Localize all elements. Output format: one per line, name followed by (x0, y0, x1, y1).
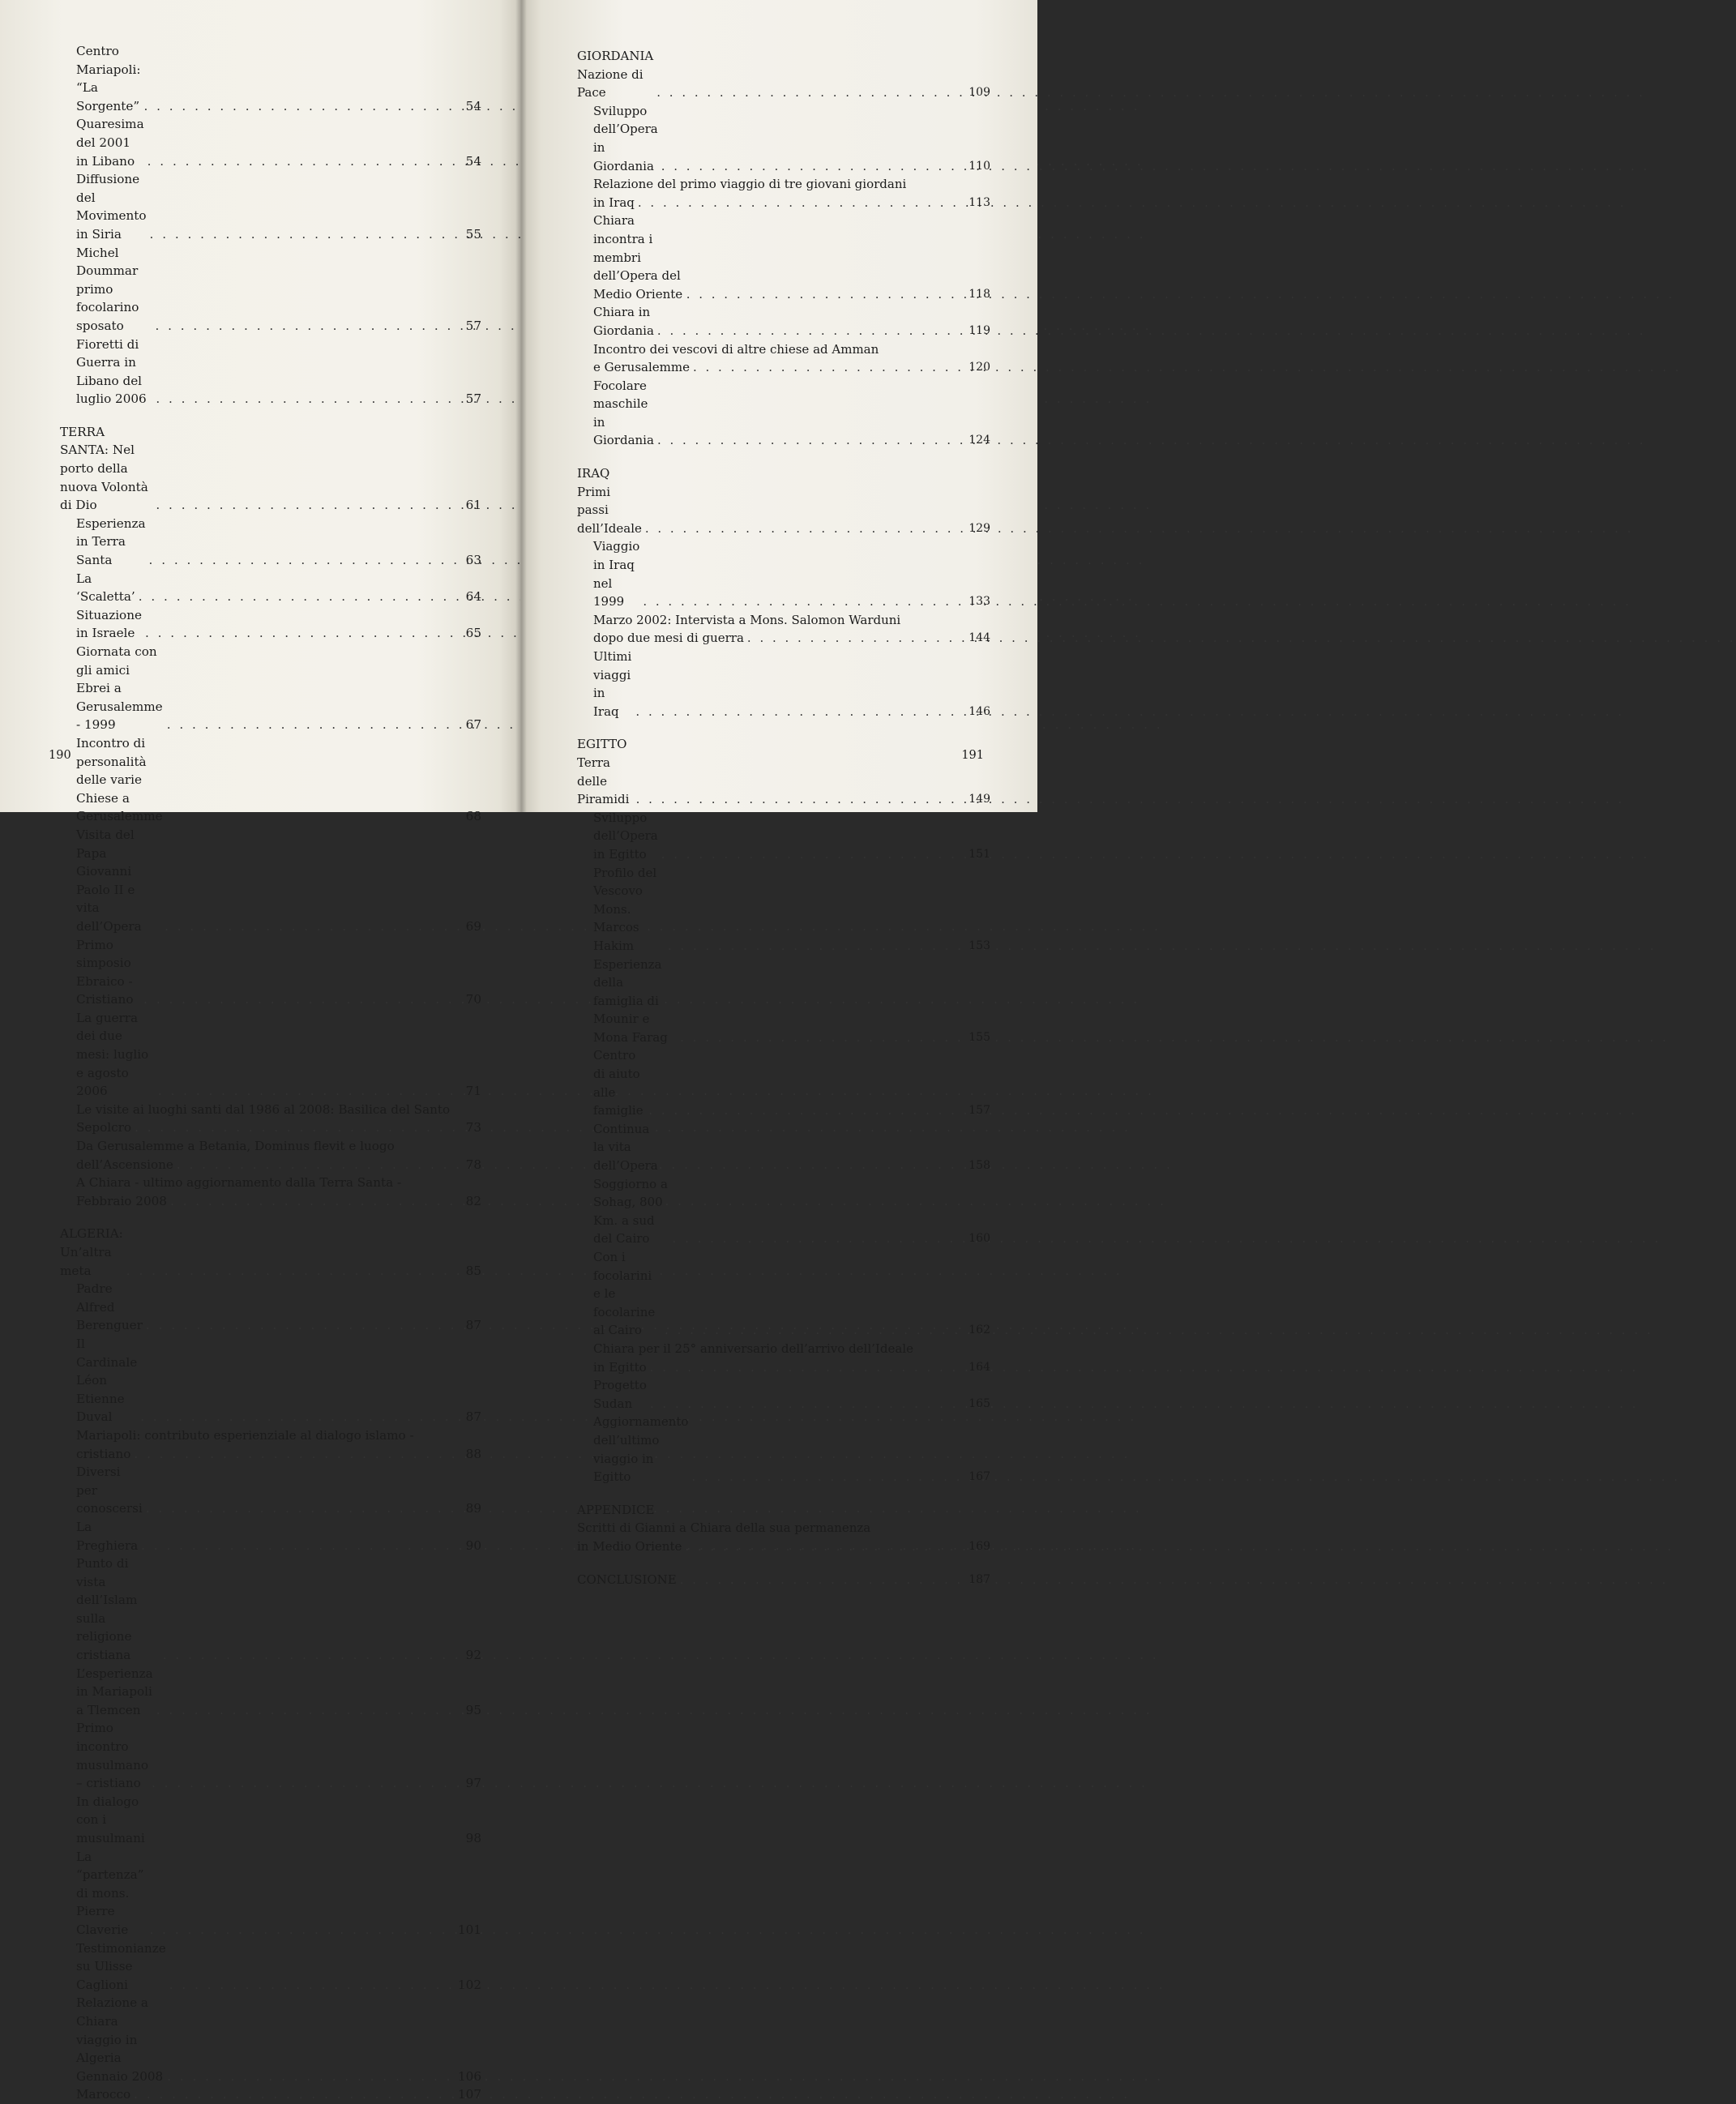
toc-entry-title (76, 1793, 444, 1848)
toc-entry (52, 515, 481, 570)
toc-entry (52, 42, 481, 115)
toc-entry-text: Chiara in Giordania (593, 305, 654, 338)
dot-leader (645, 520, 947, 538)
dot-leader (163, 1646, 438, 1665)
dot-leader (636, 790, 947, 809)
toc-entry-title (593, 102, 953, 175)
toc-entry-title (76, 1280, 444, 1335)
toc-entry-text: Soggiorno a Sohag, 800 Km. a sud del Cairo (593, 1176, 672, 1247)
toc-entry-title (76, 170, 444, 243)
dot-leader (134, 1445, 438, 1464)
toc-page-number: 167 (968, 1470, 990, 1484)
toc-entry (569, 1340, 990, 1376)
toc-page-number: 67 (465, 717, 481, 733)
toc-entry-text: Primo simposio Ebraico - Cristiano (76, 937, 137, 1007)
toc-entry-text: Visita del Papa Giovanni Paolo II e vita dell’Opera (76, 827, 142, 934)
toc-entry-title (76, 42, 444, 115)
toc-entry-title (76, 734, 444, 826)
dot-leader (657, 322, 947, 340)
toc-page-number: 70 (465, 992, 481, 1007)
toc-entry-line: Chiara per il 25° anniversario dell’arrivo dell’Ideale (593, 1341, 913, 1356)
toc-entry (569, 1376, 990, 1413)
dot-leader (661, 157, 947, 176)
toc-page-number: 85 (465, 1263, 481, 1278)
toc-entry-text: Centro di aiuto alle famiglie (593, 1048, 644, 1118)
toc-entry-line: Da Gerusalemme a Betania, Dominus flevit e luogo (76, 1139, 395, 1154)
toc-entry-line: e Gerusalemme (593, 360, 690, 375)
toc-entry (52, 1848, 481, 1939)
toc-page-number: 101 (458, 1922, 481, 1937)
toc-page-number: 109 (968, 86, 990, 100)
toc-page-number: 63 (465, 553, 481, 568)
toc-page-number: 57 (465, 391, 481, 407)
toc-entry-title (577, 1571, 953, 1589)
dot-leader (150, 225, 438, 244)
toc-entry-title (577, 464, 953, 537)
toc-entry-title (60, 1225, 444, 1280)
toc-entry-title (593, 303, 953, 340)
toc-entry-title (593, 340, 953, 377)
dot-leader (680, 1571, 947, 1589)
toc-entry (569, 377, 990, 450)
toc-entry-title (593, 864, 953, 956)
dot-leader (680, 1028, 947, 1047)
toc-entry-text: APPENDICE (577, 1502, 655, 1517)
toc-entry-title (76, 515, 444, 570)
toc-entry-line: Febbraio 2008 (76, 1193, 167, 1208)
toc-entry (52, 1719, 481, 1792)
dot-leader (650, 1395, 947, 1413)
dot-leader (152, 1774, 438, 1793)
toc-entry-text: Con i focolarini e le focolarine al Cairo (593, 1250, 660, 1338)
dot-leader (638, 194, 947, 212)
dot-leader (146, 1316, 438, 1335)
toc-entry-text: IRAQ Primi passi dell’Ideale (577, 466, 642, 536)
left-page (0, 0, 520, 2102)
toc-page-number: 169 (968, 1539, 990, 1553)
toc-entry (569, 102, 990, 175)
toc-entry-title (593, 1120, 953, 1175)
toc-entry-title (593, 648, 953, 721)
toc-page-number: 90 (465, 1537, 481, 1553)
toc-entry-title (76, 643, 444, 734)
toc-entry-title (577, 1519, 953, 1555)
toc-entry (52, 826, 481, 936)
toc-entry-title (76, 1174, 444, 1210)
toc-entry-text: Padre Alfred Berenguer (76, 1281, 143, 1333)
toc-entry-title (76, 2085, 444, 2104)
dot-leader (167, 716, 438, 734)
toc-entry-title (76, 570, 444, 606)
dot-leader (747, 629, 947, 648)
toc-entry-text: Chiara incontra i membri dell’Opera del Medio Oriente (593, 213, 685, 301)
toc-entry (569, 648, 990, 721)
toc-entry (569, 1046, 990, 1119)
toc-entry-text: Michel Doummar primo focolarino sposato (76, 245, 143, 333)
toc-page-number: 160 (968, 1232, 990, 1246)
dot-leader (156, 1701, 438, 1720)
toc-entry-title (76, 336, 444, 408)
dot-leader (673, 1229, 947, 1248)
toc-page-number: 82 (465, 1193, 481, 1208)
toc-page-number: 71 (465, 1084, 481, 1099)
toc-entry-text: La ‘Scaletta’ (76, 571, 135, 605)
dot-leader (643, 592, 947, 611)
toc-entry (569, 303, 990, 340)
toc-page-number: 61 (465, 498, 481, 513)
toc-entry (52, 423, 481, 515)
toc-entry (569, 212, 990, 303)
toc-entry (52, 115, 481, 170)
toc-page-number: 98 (465, 1831, 481, 1845)
toc-entry-text: Diversi per conoscersi (76, 1465, 143, 1516)
toc-entry-text: Esperienza in Terra Santa (76, 515, 150, 568)
dot-leader (126, 1262, 438, 1281)
toc-entry-line: in Medio Oriente (577, 1538, 682, 1554)
dot-leader (169, 1976, 438, 1995)
toc-entry (52, 1174, 481, 1210)
toc-page-number: 97 (465, 1776, 481, 1791)
dot-leader (693, 358, 947, 377)
toc-entry-text: TERRA SANTA: Nel porto della nuova Volontà di Dio (60, 424, 152, 513)
toc-entry-title (593, 1046, 953, 1119)
toc-entry-text: CONCLUSIONE (577, 1572, 677, 1587)
toc-page-number: 57 (465, 318, 481, 333)
dot-leader (668, 937, 947, 956)
toc-entry-title (593, 1376, 953, 1413)
toc-entry (569, 537, 990, 610)
toc-entry-text: Viaggio in Iraq nel 1999 (593, 539, 644, 609)
dot-leader (648, 1101, 947, 1120)
toc-page-number: 68 (465, 809, 481, 824)
toc-entry-title (593, 1175, 953, 1248)
dot-leader (140, 1408, 438, 1426)
dot-leader (143, 97, 438, 116)
toc-entry (52, 643, 481, 734)
toc-entry-line: Mariapoli: contributo esperienziale al dialogo islamo - (76, 1427, 414, 1443)
toc-entry-title (76, 244, 444, 336)
dot-leader (148, 152, 438, 171)
toc-entry-text: Primo incontro musulmano – cristiano (76, 1721, 152, 1791)
toc-entry-title (76, 1665, 444, 1720)
dot-leader (134, 2085, 438, 2104)
toc-entry-text: Centro Mariapoli: “La Sorgente” (76, 44, 145, 113)
toc-entry-title (593, 809, 953, 864)
toc-entry-text: Situazione in Israele (76, 607, 146, 641)
toc-entry (52, 1463, 481, 1518)
toc-entry-title (76, 606, 444, 643)
toc-entry-text: Focolare maschile in Giordania (593, 378, 654, 448)
toc-entry (52, 2085, 481, 2104)
toc-entry-text: Marocco (76, 2087, 131, 2102)
toc-entry-title (76, 115, 444, 170)
toc-entry-text: La guerra dei due mesi: luglio e agosto 2006 (76, 1010, 153, 1099)
toc-entry-title (593, 175, 953, 212)
toc-entry-line: in Egitto (593, 1359, 647, 1375)
toc-entry (52, 1518, 481, 1554)
toc-page-number: 118 (968, 287, 990, 301)
toc-entry-title (593, 1340, 953, 1376)
toc-entry (52, 1994, 481, 2085)
toc-page-number: 144 (968, 631, 990, 645)
toc-list-left (52, 42, 481, 2104)
toc-entry (52, 1665, 481, 1720)
toc-entry-text: Aggiornamento dell’ultimo viaggio in Egitto (593, 1414, 693, 1485)
toc-entry (52, 1335, 481, 1426)
toc-entry-text: Diffusione del Movimento in Siria (76, 172, 151, 242)
toc-page-number: 54 (465, 98, 481, 113)
toc-entry-line: Sepolcro (76, 1120, 132, 1135)
toc-entry (569, 735, 990, 808)
dot-leader (158, 1082, 438, 1101)
dot-leader (686, 285, 947, 304)
toc-page-number: 119 (968, 323, 990, 337)
toc-entry-text: Continua la vita dell’Opera (593, 1121, 658, 1174)
toc-page-number: 129 (968, 521, 990, 535)
toc-page-number: 87 (465, 1409, 481, 1425)
dot-leader (661, 845, 947, 864)
toc-entry-title (577, 735, 953, 808)
toc-entry-text: EGITTO Terra delle Piramidi (577, 737, 631, 807)
toc-entry-text: Fioretti di Guerra in Libano del luglio 2006 (76, 336, 147, 407)
toc-entry-title (593, 611, 953, 648)
toc-entry-title (593, 537, 953, 610)
toc-entry-title (76, 1848, 444, 1939)
toc-page-number: 78 (465, 1157, 481, 1172)
toc-entry (52, 1137, 481, 1174)
toc-page-number: 133 (968, 595, 990, 609)
toc-page-number: 73 (465, 1120, 481, 1135)
dot-leader (150, 1921, 438, 1939)
dot-leader (685, 1537, 947, 1556)
toc-page-number: 107 (458, 2087, 481, 2102)
toc-entry-text: Esperienza della famiglia di Mounir e Mona Farag (593, 956, 668, 1045)
toc-page-number: 87 (465, 1318, 481, 1333)
toc-entry-title (76, 1719, 444, 1792)
toc-entry (569, 809, 990, 864)
toc-entry-line: Le visite ai luoghi santi dal 1986 al 2008: Basilica del Santo (76, 1101, 451, 1117)
toc-entry-title (593, 956, 953, 1047)
toc-entry (52, 1793, 481, 1848)
toc-page-number: 95 (465, 1702, 481, 1717)
dot-leader (149, 551, 438, 570)
toc-entry-title (76, 1994, 444, 2085)
toc-entry-text: In dialogo con i musulmani (76, 1794, 145, 1845)
toc-entry (52, 1225, 481, 1280)
toc-page-number: 155 (968, 1030, 990, 1044)
dot-leader (177, 1156, 438, 1174)
toc-entry-title (593, 377, 953, 450)
toc-page-number: 151 (968, 847, 990, 861)
toc-entry-title (76, 936, 444, 1009)
toc-page-number: 157 (968, 1104, 990, 1118)
toc-page-number: 149 (968, 793, 990, 806)
dot-leader (167, 2068, 438, 2086)
toc-entry-text: Incontro di personalità delle varie Chiese a Gerusalemme (76, 735, 163, 824)
dot-leader (665, 1321, 947, 1340)
toc-entry-line: cristiano (76, 1446, 131, 1461)
toc-entry (569, 1501, 990, 1520)
toc-entry (569, 1248, 990, 1340)
toc-entry (52, 1426, 481, 1463)
toc-entry (52, 1280, 481, 1335)
toc-list-right (569, 47, 990, 1589)
toc-entry-line: dopo due mesi di guerra (593, 631, 744, 646)
toc-page-number: 124 (968, 434, 990, 447)
toc-entry (569, 1175, 990, 1248)
toc-entry-text: Giornata con gli amici Ebrei a Gerusalemme - 1999 (76, 644, 167, 733)
toc-entry-line: Incontro dei vescovi di altre chiese ad Amman (593, 341, 879, 357)
toc-entry-text: ALGERIA: Un’altra meta (60, 1226, 127, 1278)
toc-page-number: 113 (968, 195, 990, 209)
toc-entry-text: Relazione a Chiara viaggio in Algeria Gennaio 2008 (76, 1995, 164, 2084)
toc-page-number: 146 (968, 704, 990, 718)
toc-entry-title (593, 1413, 953, 1486)
dot-leader (135, 1118, 438, 1137)
toc-entry (52, 1009, 481, 1101)
toc-entry-title (577, 47, 953, 102)
toc-entry-title (76, 1009, 444, 1101)
toc-entry-title (76, 1518, 444, 1554)
toc-entry (569, 1120, 990, 1175)
dot-leader (165, 917, 438, 936)
toc-entry (52, 1101, 481, 1137)
toc-page-number: 65 (465, 626, 481, 641)
toc-entry (569, 47, 990, 102)
dot-leader (691, 1468, 947, 1486)
toc-entry-text: La “partenza” di mons. Pierre Claverie (76, 1849, 148, 1937)
page-number-left: 190 (49, 749, 71, 762)
toc-entry-line: Marzo 2002: Intervista a Mons. Salomon Warduni (593, 612, 901, 627)
toc-page-number: 88 (465, 1446, 481, 1461)
toc-entry (569, 175, 990, 212)
toc-entry (52, 336, 481, 408)
dot-leader (170, 1192, 438, 1211)
dot-leader (656, 83, 947, 102)
toc-entry-title (76, 1137, 444, 1174)
toc-entry (52, 1939, 481, 1995)
toc-entry-title (76, 1335, 444, 1426)
toc-entry-text: Il Cardinale Léon Etienne Duval (76, 1336, 142, 1425)
toc-page-number: 165 (968, 1396, 990, 1410)
toc-entry-title (76, 1554, 444, 1665)
toc-page-number: 55 (465, 226, 481, 242)
toc-entry-text: Sviluppo dell’Opera in Giordania (593, 103, 662, 173)
page-number-right: 191 (961, 749, 984, 762)
toc-entry-title (76, 1101, 451, 1137)
toc-entry-line: dell’Ascensione (76, 1157, 173, 1172)
toc-entry (52, 570, 481, 606)
toc-entry-text: Punto di vista dell’Islam sulla religione cristiana (76, 1556, 142, 1663)
toc-entry-text: Ultimi viaggi in Iraq (593, 649, 636, 719)
toc-entry (52, 606, 481, 643)
toc-page-number: 162 (968, 1324, 990, 1337)
toc-page-number: 64 (465, 589, 481, 605)
dot-leader (155, 317, 438, 336)
toc-entry (52, 936, 481, 1009)
toc-entry (569, 611, 990, 648)
toc-entry-text: Sviluppo dell’Opera in Egitto (593, 810, 662, 862)
toc-entry-line: A Chiara - ultimo aggiornamento dalla Terra Santa - (76, 1175, 402, 1191)
toc-entry (569, 1519, 990, 1555)
toc-page-number: 187 (968, 1572, 990, 1586)
toc-entry (569, 864, 990, 956)
toc-page-number: 120 (968, 361, 990, 374)
toc-entry-line: in Iraq (593, 195, 635, 210)
toc-entry-title (76, 1426, 444, 1463)
toc-entry-line: Scritti di Gianni a Chiara della sua permanenza (577, 1520, 871, 1536)
toc-entry-text: Profilo del Vescovo Mons. Marcos Hakim (593, 865, 661, 953)
toc-entry-text: L’esperienza in Mariapoli a Tlemcen (76, 1666, 157, 1717)
toc-entry-text: La Preghiera (76, 1519, 139, 1553)
toc-entry (52, 170, 481, 243)
toc-entry (52, 1554, 481, 1665)
toc-entry-title (76, 1939, 444, 1995)
toc-entry-text: Testimonianze su Ulisse Caglioni (76, 1940, 170, 1992)
dot-leader (146, 1499, 438, 1518)
toc-page-number: 69 (465, 918, 481, 934)
toc-page-number: 54 (465, 153, 481, 169)
dot-leader (139, 588, 438, 606)
dot-leader (657, 431, 947, 450)
toc-page-number: 153 (968, 939, 990, 952)
toc-entry (569, 1413, 990, 1486)
toc-entry (52, 244, 481, 336)
dot-leader (145, 624, 438, 643)
toc-entry (569, 340, 990, 377)
toc-entry-text: GIORDANIA Nazione di Pace (577, 49, 658, 100)
right-page (520, 0, 1037, 1587)
toc-entry-title (593, 1248, 953, 1340)
toc-entry (569, 1571, 990, 1589)
dot-leader (156, 390, 438, 408)
toc-entry-title (60, 423, 444, 515)
toc-page-number: 89 (465, 1501, 481, 1516)
dot-leader (156, 496, 438, 515)
toc-page-number: 158 (968, 1159, 990, 1173)
toc-page-number: 110 (968, 159, 990, 173)
toc-page-number: 102 (458, 1977, 481, 1992)
dot-leader (143, 990, 438, 1009)
dot-leader (650, 1358, 947, 1377)
dot-leader (635, 703, 947, 721)
toc-page-number: 164 (968, 1360, 990, 1374)
dot-leader (141, 1537, 438, 1555)
toc-entry-title (577, 1501, 953, 1520)
toc-page-number: 106 (458, 2068, 481, 2084)
toc-entry (569, 464, 990, 537)
toc-page-number: 92 (465, 1648, 481, 1663)
toc-entry (569, 956, 990, 1047)
toc-entry-title (76, 826, 444, 936)
toc-entry-text: Progetto Sudan (593, 1378, 651, 1411)
toc-entry (52, 734, 481, 826)
toc-entry-title (76, 1463, 444, 1518)
toc-entry-line: Relazione del primo viaggio di tre giovani giordani (593, 177, 907, 192)
toc-entry-text: Quaresima del 2001 in Libano (76, 117, 148, 169)
toc-entry-title (593, 212, 953, 303)
